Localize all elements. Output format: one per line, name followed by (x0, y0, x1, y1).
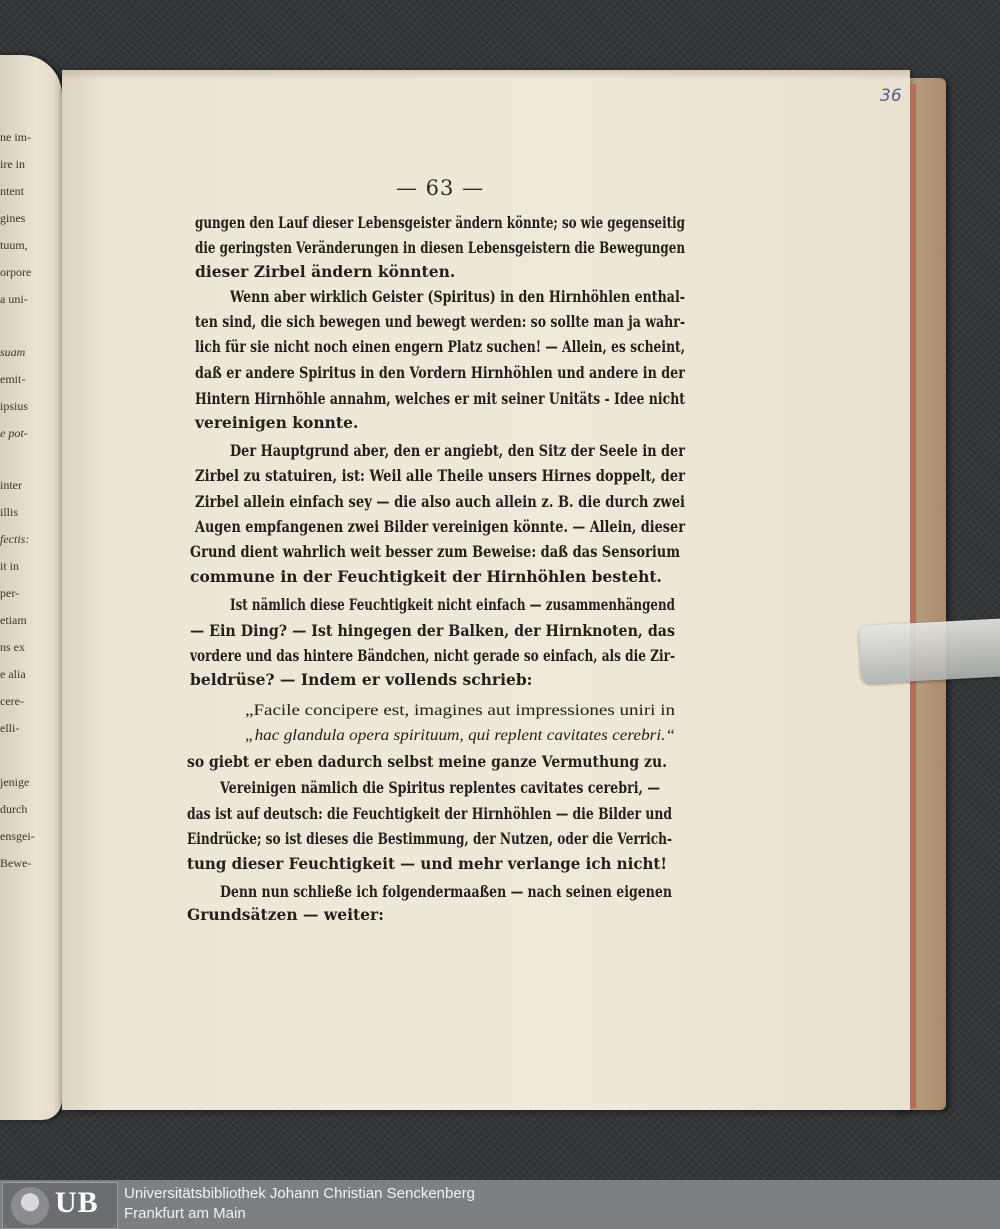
left-page-fragment: per- (0, 586, 20, 600)
page-number: — 63 — (396, 176, 485, 200)
left-page-fragment: jenige (0, 775, 30, 789)
text-line: Denn nun schließe ich folgendermaaßen — nach seinen eigenen (220, 882, 672, 901)
text-line: vereinigen konnte. (195, 413, 359, 432)
text-line: vordere und das hintere Bändchen, nicht gerade so einfach, als die Zir- (190, 646, 675, 665)
left-page-fragment: cere- (0, 694, 24, 708)
left-page-fragment: it in (0, 559, 20, 573)
institution-city: Frankfurt am Main (124, 1205, 246, 1222)
text-line: Ist nämlich diese Feuchtigkeit nicht einfach — zusammenhängend (230, 595, 675, 614)
left-page-fragment: e alia (0, 667, 26, 681)
left-page-fragment: inter (0, 478, 22, 492)
text-line: Zirbel allein einfach sey — die also auch allein z. B. die durch zwei (195, 492, 686, 511)
logo-text: UB (55, 1186, 99, 1219)
text-line: „hac glandula opera spirituum, qui replent cavitates cerebri.“ (245, 727, 675, 744)
page-shadow (62, 70, 910, 80)
left-page-fragment: suam (0, 345, 26, 359)
text-line: daß er andere Spiritus in den Vordern Hirnhöhlen und andere in der (195, 363, 685, 382)
text-line: ten sind, die sich bewegen und bewegt werden: so sollte man ja wahr- (195, 312, 686, 331)
left-page-fragment: Bewe- (0, 856, 32, 870)
left-page-fragment: a uni- (0, 292, 28, 306)
text-line: Grundsätzen — weiter: (187, 905, 384, 924)
portrait-icon (11, 1187, 49, 1225)
text-line: dieser Zirbel ändern könnten. (195, 262, 456, 281)
footer-banner (0, 1180, 1000, 1229)
text-line: Hintern Hirnhöhle annahm, welches er mit seiner Unitäts - Idee nicht (195, 389, 686, 408)
text-line: beldrüse? — Indem er vollends schrieb: (190, 670, 533, 689)
left-page-fragment: illis (0, 505, 19, 519)
text-line: lich für sie nicht noch einen engern Platz suchen! — Allein, es scheint, (195, 337, 686, 356)
left-page-fragment: ire in (0, 157, 25, 171)
left-page-fragment: gines (0, 211, 26, 225)
text-line: Der Hauptgrund aber, den er angiebt, den Sitz der Seele in der (230, 441, 686, 460)
text-line: gungen den Lauf dieser Lebensgeister ändern könnte; so wie gegenseitig (195, 213, 686, 232)
text-line: commune in der Feuchtigkeit der Hirnhöhlen besteht. (190, 567, 662, 586)
text-line: „Facile concipere est, imagines aut impressiones uniri in (245, 702, 675, 719)
left-page-fragment: durch (0, 802, 28, 816)
text-line: Vereinigen nämlich die Spiritus replentes cavitates cerebri, — (220, 778, 660, 797)
text-line: Wenn aber wirklich Geister (Spiritus) in den Hirnhöhlen enthal- (230, 287, 686, 306)
left-page-fragment: ne im- (0, 130, 31, 144)
previous-page-edge (0, 55, 62, 1120)
text-line: Zirbel zu statuiren, ist: Weil alle Theile unsers Hirnes doppelt, der (195, 466, 686, 485)
library-logo (2, 1182, 118, 1229)
institution-name: Universitätsbibliothek Johann Christian Senckenberg (124, 1185, 476, 1202)
left-page-fragment: ntent (0, 184, 24, 198)
left-page-fragment: elli- (0, 721, 20, 735)
bookmark-strip (859, 618, 1000, 684)
text-line: — Ein Ding? — Ist hingegen der Balken, der Hirnknoten, das (190, 621, 676, 640)
left-page-fragment: etiam (0, 613, 27, 627)
handwritten-folio-number: 36 (880, 86, 902, 106)
text-line: Augen empfangenen zwei Bilder vereinigen könnte. — Allein, dieser (195, 517, 685, 536)
left-page-fragment: e pot- (0, 426, 28, 440)
left-page-fragment: orpore (0, 265, 32, 279)
left-page-fragment: emit- (0, 372, 26, 386)
text-line: die geringsten Veränderungen in diesen Lebensgeistern die Bewegungen (195, 238, 686, 257)
text-line: tung dieser Feuchtigkeit — und mehr verlange ich nicht! (187, 854, 667, 873)
text-line: Eindrücke; so ist dieses die Bestimmung, der Nutzen, oder die Verrich- (187, 829, 673, 848)
left-page-fragment: ensgei- (0, 829, 35, 843)
left-page-fragment: ns ex (0, 640, 25, 654)
left-page-fragment: tuum, (0, 238, 28, 252)
text-line: so giebt er eben dadurch selbst meine ganze Vermuthung zu. (187, 752, 668, 771)
text-line: das ist auf deutsch: die Feuchtigkeit der Hirnhöhlen — die Bilder und (187, 804, 672, 823)
text-line: Grund dient wahrlich weit besser zum Beweise: daß das Sensorium (190, 542, 681, 561)
left-page-fragment: ipsius (0, 399, 29, 413)
left-page-fragment: fectis: (0, 532, 30, 546)
